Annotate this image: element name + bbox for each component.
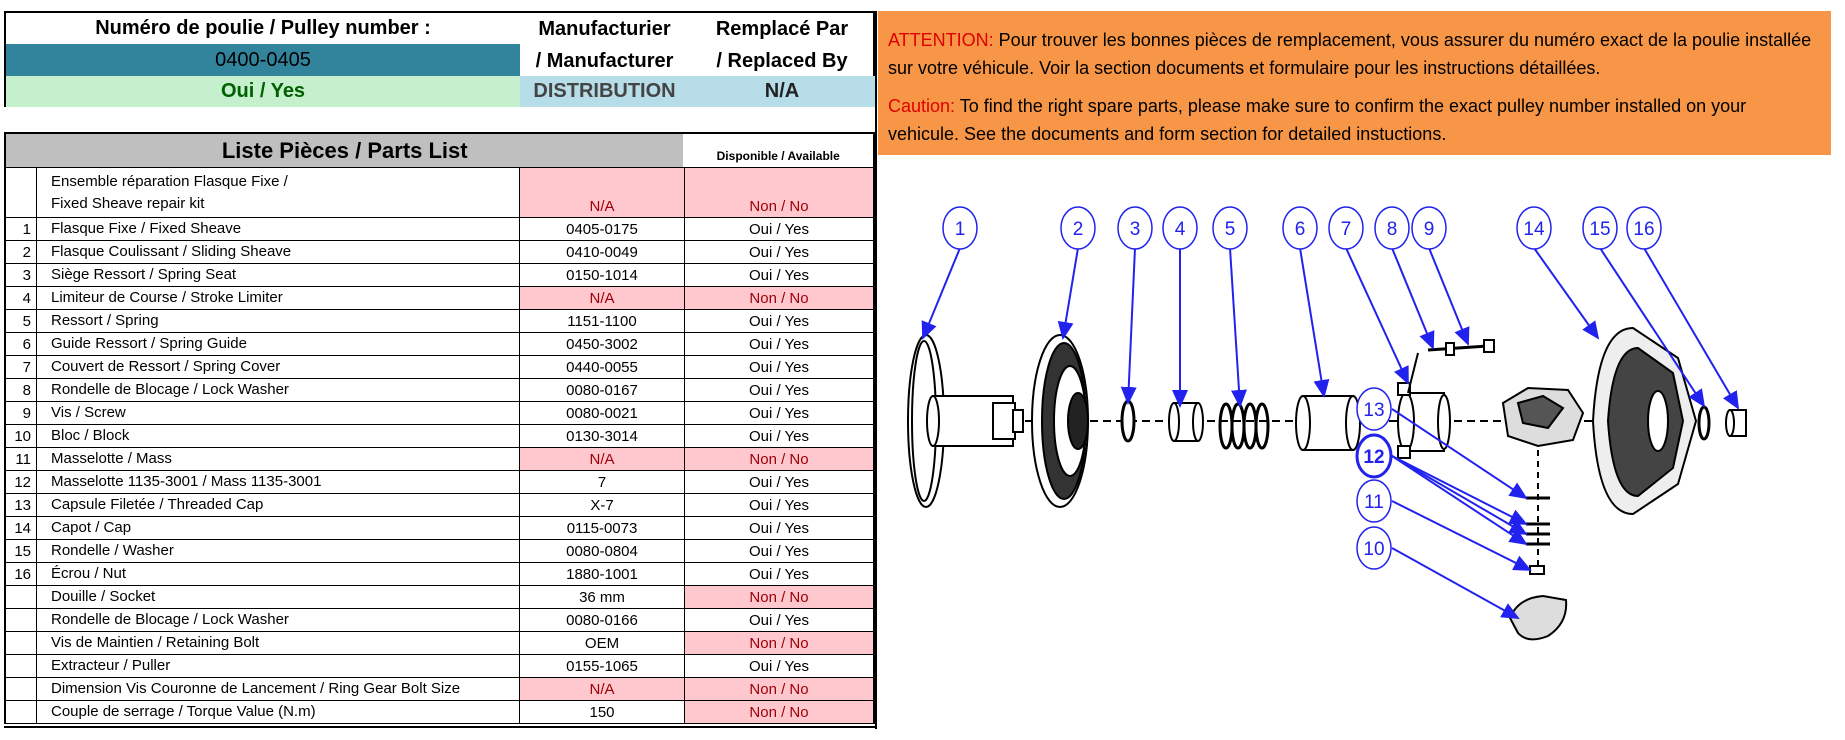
item-number: 10 (6, 425, 37, 447)
pulley-available-value: Oui / Yes (6, 76, 520, 107)
part-name: Rondelle de Blocage / Lock Washer (37, 379, 520, 401)
callout-label: 14 (1523, 219, 1545, 240)
spring-guide-part (1296, 396, 1360, 450)
callout-label: 10 (1363, 539, 1385, 560)
item-number: 4 (6, 287, 37, 309)
callout-label: 1 (954, 219, 966, 240)
item-number (6, 701, 37, 723)
availability: Non / No (685, 586, 873, 608)
part-number: 0080-0167 (520, 379, 685, 401)
table-row (6, 264, 873, 287)
table-row (6, 241, 873, 264)
divider-line (875, 11, 877, 729)
table-row (6, 609, 873, 632)
part-number: 0405-0175 (520, 218, 685, 240)
replaced-by-label-fr: Remplacé Par (715, 17, 849, 40)
availability: Oui / Yes (748, 358, 810, 376)
cap-part (1593, 328, 1696, 514)
part-name: Extracteur / Puller (37, 655, 520, 677)
table-row (6, 218, 873, 241)
table-row (6, 540, 873, 563)
part-name: Bloc / Block (37, 425, 520, 447)
part-name: Ensemble réparation Flasque Fixe / Fixed Sheave repair kit (37, 168, 520, 217)
callout-4 (1163, 207, 1197, 406)
callout-label: 3 (1129, 219, 1141, 240)
spring-part (1220, 404, 1268, 448)
part-number: 0150-1014 (520, 264, 685, 286)
item-number: 8 (6, 379, 37, 401)
part-number: 0080-0021 (520, 402, 685, 424)
callout-label: 8 (1386, 219, 1398, 240)
replaced-by-value: N/A (689, 76, 875, 107)
pulley-number-value: 0400-0405 (6, 44, 520, 76)
attention-paragraph (888, 26, 1821, 82)
availability: Non / No (685, 168, 873, 217)
table-row (6, 425, 873, 448)
parts-table-body (6, 168, 873, 724)
callout-6 (1283, 207, 1324, 396)
table-bottom-border (4, 726, 877, 728)
table-row (6, 655, 873, 678)
callout-5 (1213, 207, 1247, 406)
replaced-by-label-en: / Replaced By (716, 49, 848, 72)
exploded-parts-diagram (878, 178, 1831, 708)
caution-text: To find the right spare parts, please make sure to confirm the exact pulley number installed on your vehicule. See the documents and form section for detailed instuctions. (888, 96, 1747, 144)
item-number (6, 609, 37, 631)
part-name: Flasque Coulissant / Sliding Sheave (37, 241, 520, 263)
availability: Oui / Yes (748, 381, 810, 399)
availability: Oui / Yes (748, 542, 810, 560)
caution-paragraph (888, 92, 1821, 148)
callout-label: 16 (1633, 219, 1655, 240)
table-row (6, 333, 873, 356)
manufacturer-label-en: / Manufacturer (535, 49, 674, 72)
part-number: 0115-0073 (520, 517, 685, 539)
part-number: 0410-0049 (520, 241, 685, 263)
part-number: N/A (520, 287, 685, 309)
attention-text: Pour trouver les bonnes pièces de remplacement, vous assurer du numéro exact de la poulie installée sur votre véhicule. Voir la section documents et formulaire pour les instructions détaillées. (888, 30, 1812, 78)
item-number (6, 586, 37, 608)
callout-label: 4 (1174, 219, 1186, 240)
availability: Non / No (685, 678, 873, 700)
screw-part (1408, 340, 1494, 393)
availability: Non / No (685, 287, 873, 309)
fixed-sheave-part (908, 335, 1023, 507)
table-row (6, 632, 873, 655)
callout-10 (1357, 527, 1518, 618)
item-number: 5 (6, 310, 37, 332)
item-number: 1 (6, 218, 37, 240)
part-number: OEM (520, 632, 685, 654)
spring-cover-part (1398, 383, 1450, 458)
part-number: 150 (520, 701, 685, 723)
pulley-number-label: Numéro de poulie / Pulley number : (6, 13, 520, 44)
item-number: 15 (6, 540, 37, 562)
availability: Non / No (685, 448, 873, 470)
parts-table (4, 132, 875, 724)
availability: Oui / Yes (748, 404, 810, 422)
callout-label: 11 (1364, 492, 1384, 513)
availability: Oui / Yes (748, 266, 810, 284)
callout-2 (1061, 207, 1095, 338)
table-row (6, 356, 873, 379)
caution-label: Caution: (888, 96, 956, 116)
callout-label: 9 (1423, 219, 1435, 240)
part-number: 0080-0166 (520, 609, 685, 631)
notice-box (878, 11, 1831, 155)
table-row (6, 168, 873, 218)
spring-seat-part (1122, 401, 1134, 441)
table-row (6, 471, 873, 494)
part-name: Vis de Maintien / Retaining Bolt (37, 632, 520, 654)
part-number: 0440-0055 (520, 356, 685, 378)
availability: Oui / Yes (748, 657, 810, 675)
part-name: Siège Ressort / Spring Seat (37, 264, 520, 286)
part-number: 1151-1100 (520, 310, 685, 332)
part-name: Dimension Vis Couronne de Lancement / Ring Gear Bolt Size (37, 678, 520, 700)
callout-label: 13 (1363, 400, 1385, 421)
part-number: 0130-3014 (520, 425, 685, 447)
part-name: Masselotte / Mass (37, 448, 520, 470)
item-number: 13 (6, 494, 37, 516)
part-name: Limiteur de Course / Stroke Limiter (37, 287, 520, 309)
available-column-header: Disponible / Available (716, 149, 840, 163)
part-number: 7 (520, 471, 685, 493)
part-name: Capot / Cap (37, 517, 520, 539)
table-row (6, 701, 873, 724)
part-number: 1880-1001 (520, 563, 685, 585)
availability: Oui / Yes (748, 335, 810, 353)
washer-part (1699, 407, 1709, 439)
part-name: Douille / Socket (37, 586, 520, 608)
part-name: Guide Ressort / Spring Guide (37, 333, 520, 355)
item-number: 14 (6, 517, 37, 539)
part-name: Couvert de Ressort / Spring Cover (37, 356, 520, 378)
exploded-diagram-svg (878, 178, 1831, 708)
table-row (6, 494, 873, 517)
replaced-by-label (689, 13, 875, 76)
availability: Non / No (685, 701, 873, 723)
callout-label: 12 (1363, 447, 1385, 468)
availability: Oui / Yes (748, 243, 810, 261)
sliding-sheave-part (1032, 335, 1088, 507)
callout-label: 15 (1589, 219, 1611, 240)
table-row (6, 310, 873, 333)
part-name: Rondelle de Blocage / Lock Washer (37, 609, 520, 631)
part-number: N/A (520, 168, 685, 217)
callout-label: 2 (1072, 219, 1084, 240)
table-row (6, 448, 873, 471)
table-row (6, 586, 873, 609)
part-name: Capsule Filetée / Threaded Cap (37, 494, 520, 516)
part-name: Rondelle / Washer (37, 540, 520, 562)
part-name: Écrou / Nut (37, 563, 520, 585)
table-row (6, 287, 873, 310)
part-number: 0450-3002 (520, 333, 685, 355)
stroke-limiter-part (1169, 403, 1203, 441)
table-row (6, 402, 873, 425)
block-part (1503, 388, 1583, 446)
part-number: 0155-1065 (520, 655, 685, 677)
callout-1 (923, 207, 977, 338)
part-name: Masselotte 1135-3001 / Mass 1135-3001 (37, 471, 520, 493)
item-number: 3 (6, 264, 37, 286)
part-number: N/A (520, 678, 685, 700)
availability: Oui / Yes (748, 611, 810, 629)
item-number: 12 (6, 471, 37, 493)
manufacturer-label-fr: Manufacturier (538, 17, 671, 40)
manufacturer-value: DISTRIBUTION (520, 76, 689, 107)
table-row (6, 563, 873, 586)
callout-3 (1118, 207, 1152, 403)
availability: Oui / Yes (748, 312, 810, 330)
attention-label: ATTENTION: (888, 30, 994, 50)
item-number (6, 678, 37, 700)
part-name: Ressort / Spring (37, 310, 520, 332)
table-row (6, 379, 873, 402)
parts-table-header (6, 134, 873, 168)
availability: Non / No (685, 632, 873, 654)
pulley-header (4, 11, 875, 107)
part-number: 0080-0804 (520, 540, 685, 562)
item-number: 16 (6, 563, 37, 585)
item-number: 11 (6, 448, 37, 470)
availability: Oui / Yes (748, 565, 810, 583)
item-number: 9 (6, 402, 37, 424)
part-number: N/A (520, 448, 685, 470)
item-number: 7 (6, 356, 37, 378)
part-name: Vis / Screw (37, 402, 520, 424)
part-number: 36 mm (520, 586, 685, 608)
part-number: X-7 (520, 494, 685, 516)
manufacturer-label (520, 13, 689, 76)
callout-label: 7 (1340, 219, 1352, 240)
availability: Oui / Yes (748, 519, 810, 537)
callout-9 (1412, 207, 1468, 344)
item-number: 2 (6, 241, 37, 263)
part-name: Flasque Fixe / Fixed Sheave (37, 218, 520, 240)
callout-label: 6 (1294, 219, 1306, 240)
callout-label: 5 (1224, 219, 1236, 240)
nut-part (1726, 410, 1746, 436)
parts-list-title: Liste Pièces / Parts List (6, 134, 683, 167)
part-name: Couple de serrage / Torque Value (N.m) (37, 701, 520, 723)
item-number (6, 632, 37, 654)
item-number (6, 168, 37, 217)
item-number: 6 (6, 333, 37, 355)
table-row (6, 517, 873, 540)
item-number (6, 655, 37, 677)
availability: Oui / Yes (748, 496, 810, 514)
table-row (6, 678, 873, 701)
availability: Oui / Yes (748, 473, 810, 491)
availability: Oui / Yes (748, 220, 810, 238)
availability: Oui / Yes (748, 427, 810, 445)
